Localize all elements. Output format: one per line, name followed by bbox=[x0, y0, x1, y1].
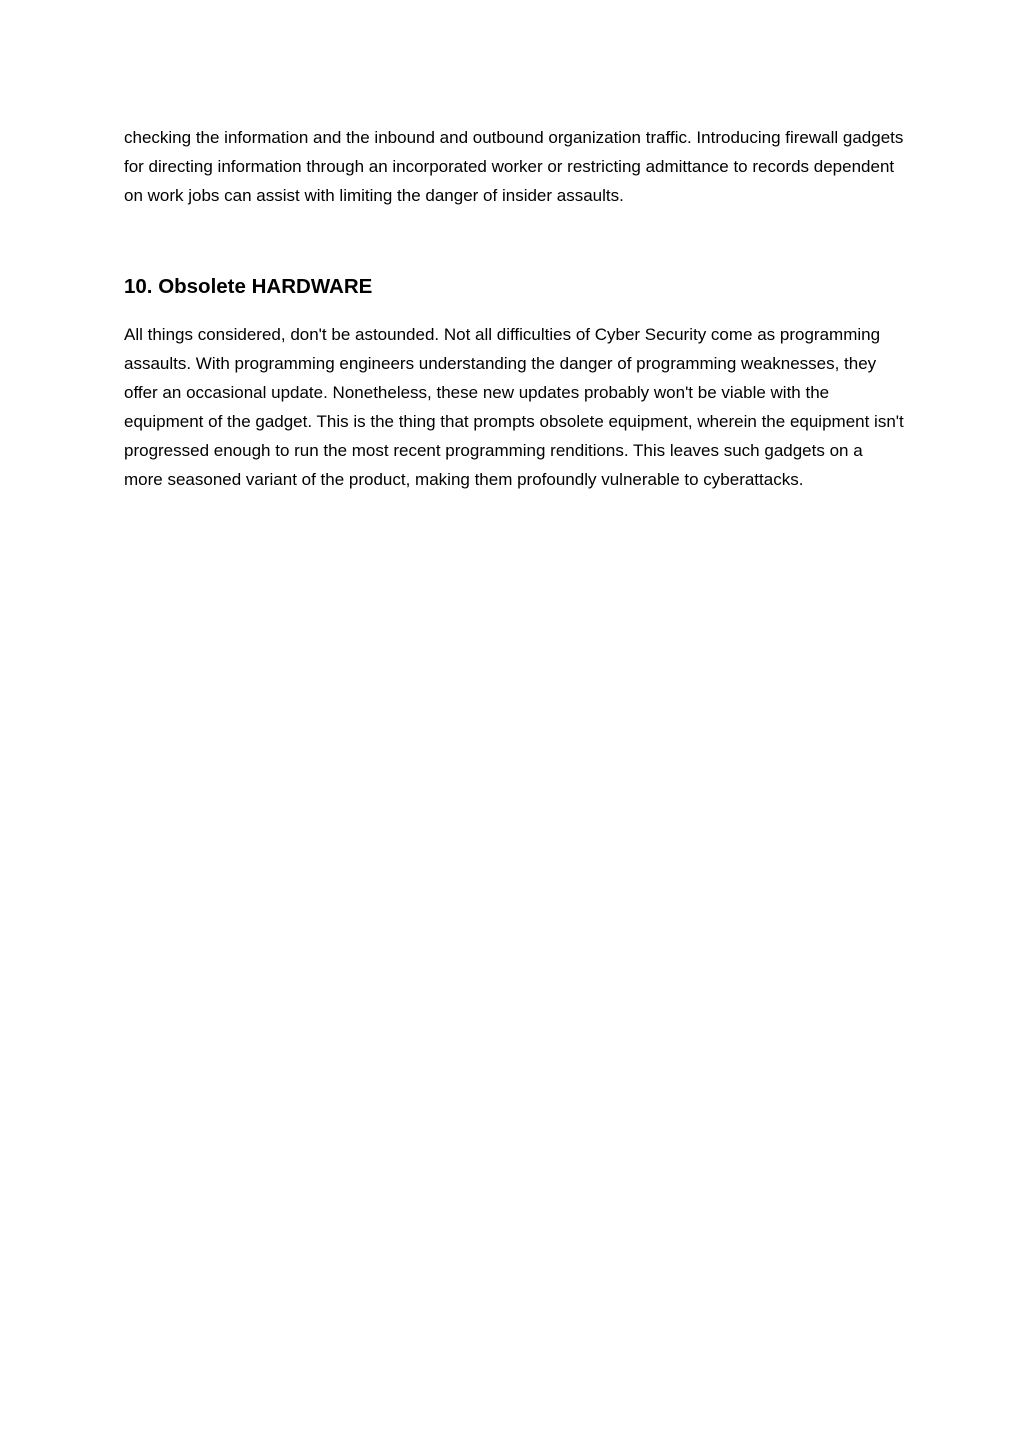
page-content bbox=[124, 123, 904, 494]
section-heading: 10. Obsolete HARDWARE bbox=[124, 275, 373, 298]
body-paragraph-insider-attacks: checking the information and the inbound and outbound organization traffic. Introducing firewall gadgets for directing information through an incorporated worker or restricting admittance to records dependent on work jobs can assist with limiting the danger of insider assaults. bbox=[124, 128, 904, 205]
body-paragraph-obsolete-hardware: All things considered, don't be astounded. Not all difficulties of Cyber Security come as programming assaults. With programming engineers understanding the danger of programming weaknesses, they offer an occasional update. Nonetheless, these new updates probably won't be viable with the equipment of the gadget. This is the thing that prompts obsolete equipment, wherein the equipment isn't progressed enough to run the most recent programming renditions. This leaves such gadgets on a more seasoned variant of the product, making them profoundly vulnerable to cyberattacks. bbox=[124, 325, 904, 489]
